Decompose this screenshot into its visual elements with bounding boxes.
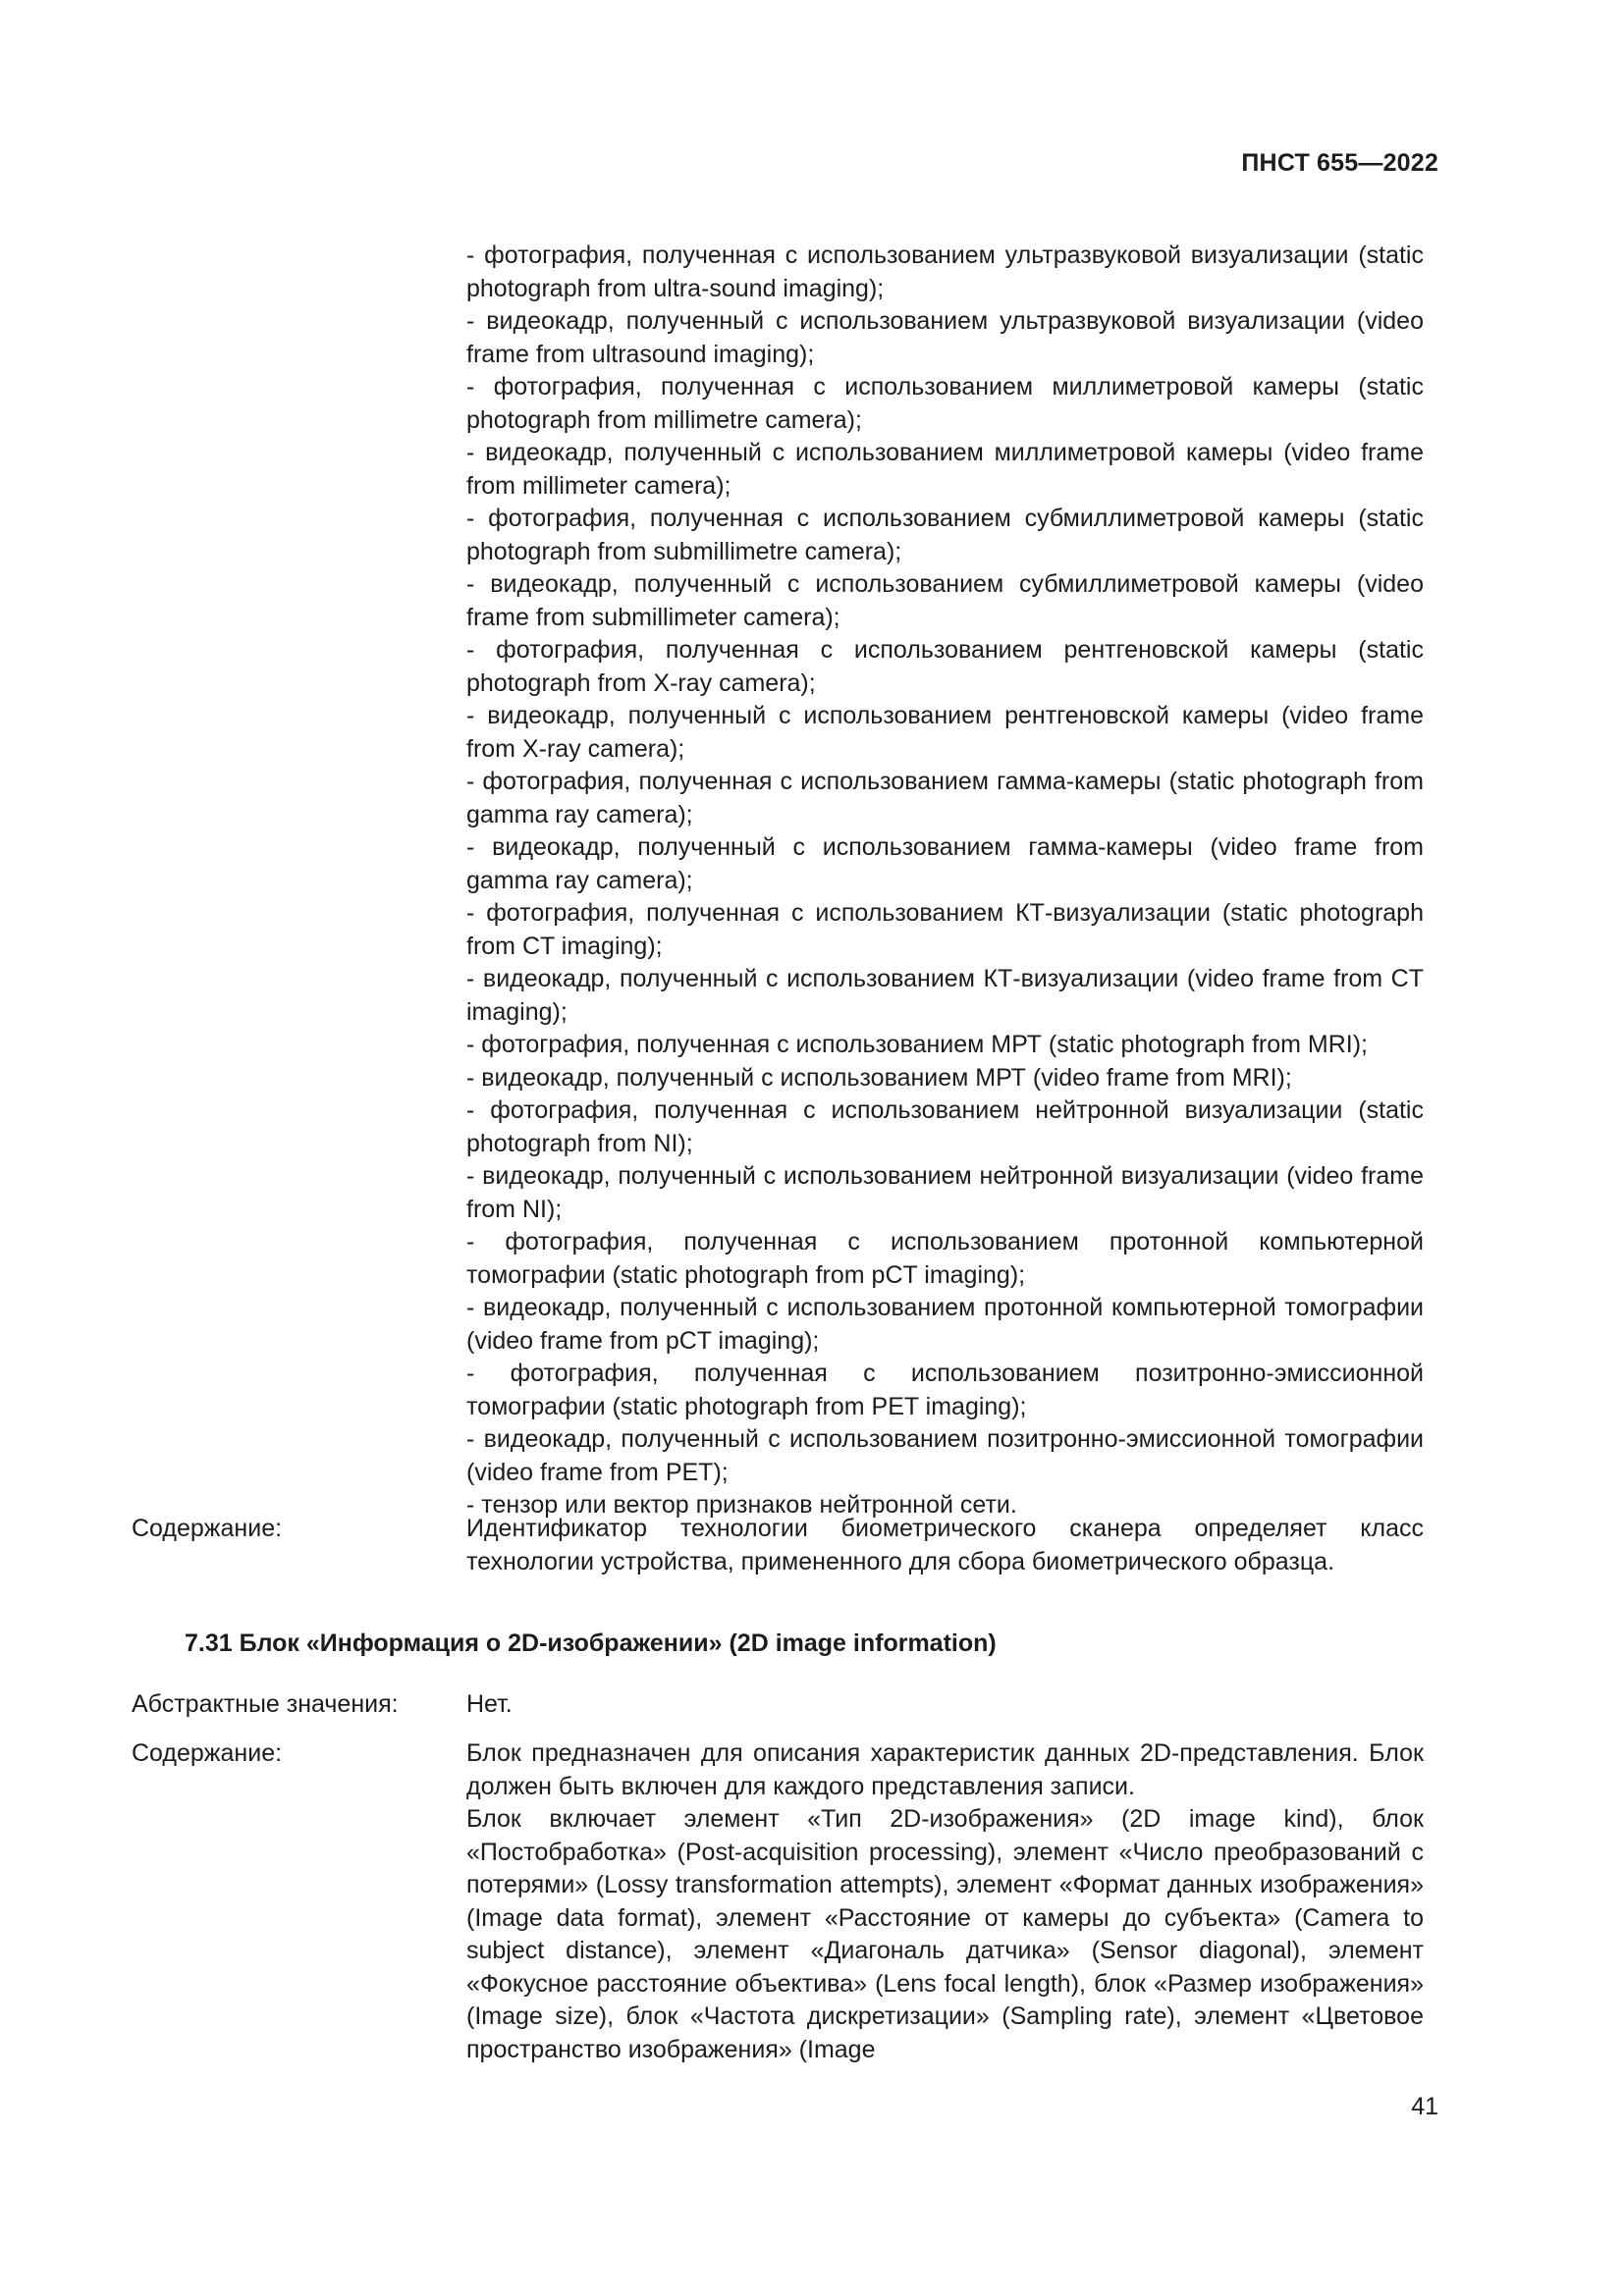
list-item: - фотография, полученная с использованием рентгеновской камеры (static photograph from X-ray camera); bbox=[466, 636, 1424, 697]
list-item: - видеокадр, полученный с использованием миллиметровой камеры (video frame from millimeter camera); bbox=[466, 439, 1424, 500]
list-item: - фотография, полученная с использованием субмиллиметровой камеры (static photograph from submillimetre camera); bbox=[466, 505, 1424, 565]
list-item: - тензор или вектор признаков нейтронной сети. bbox=[466, 1491, 1017, 1519]
list-item: - фотография, полученная с использованием КТ-визуализации (static photograph from CT imaging); bbox=[466, 899, 1424, 960]
content-label: Содержание: bbox=[132, 1515, 283, 1542]
document-code: ПНСТ 655—2022 bbox=[1241, 149, 1438, 177]
list-item: - фотография, полученная с использованием позитронно-эмиссионной томографии (static photograph from PET imaging); bbox=[466, 1360, 1424, 1420]
content-definition-2 bbox=[132, 1737, 1424, 2066]
image-type-list bbox=[466, 240, 1424, 1522]
content-text: Идентификатор технологии биометрического сканера определяет класс технологии устройства, примененного для сбора биометрического образца. bbox=[466, 1515, 1424, 1575]
content-paragraph-1: Блок предназначен для описания характеристик данных 2D-представления. Блок должен быть включен для каждого представления записи. bbox=[466, 1739, 1424, 1800]
list-item: - фотография, полученная с использованием нейтронной визуализации (static photograph from NI); bbox=[466, 1096, 1424, 1157]
list-item: - фотография, полученная с использованием миллиметровой камеры (static photograph from millimetre camera); bbox=[466, 373, 1424, 434]
abstract-values-label: Абстрактные значения: bbox=[132, 1690, 399, 1718]
list-item: - видеокадр, полученный с использованием гамма-камеры (video frame from gamma ray camera); bbox=[466, 833, 1424, 894]
list-item: - видеокадр, полученный с использованием МРТ (video frame from MRI); bbox=[466, 1063, 1292, 1092]
list-item: - видеокадр, полученный с использованием рентгеновской камеры (video frame from X-ray camera); bbox=[466, 702, 1424, 763]
content-definition-1 bbox=[132, 1513, 1424, 1578]
list-item: - фотография, полученная с использованием гамма-камеры (static photograph from gamma ray camera); bbox=[466, 768, 1424, 828]
content-label: Содержание: bbox=[132, 1739, 283, 1767]
abstract-values-value: Нет. bbox=[466, 1690, 513, 1718]
list-item: - видеокадр, полученный с использованием протонной компьютерной томографии (video frame from pCT imaging); bbox=[466, 1294, 1424, 1355]
list-item: - фотография, полученная с использованием протонной компьютерной томографии (static photograph from pCT imaging); bbox=[466, 1228, 1424, 1289]
list-item: - видеокадр, полученный с использованием субмиллиметровой камеры (video frame from submillimeter camera); bbox=[466, 570, 1424, 631]
list-item: - видеокадр, полученный с использованием нейтронной визуализации (video frame from NI); bbox=[466, 1162, 1424, 1223]
list-item: - видеокадр, полученный с использованием позитронно-эмиссионной томографии (video frame from PET); bbox=[466, 1425, 1424, 1486]
page-number: 41 bbox=[1411, 2093, 1438, 2120]
list-item: - видеокадр, полученный с использованием ультразвуковой визуализации (video frame from ultrasound imaging); bbox=[466, 307, 1424, 368]
content-paragraph-2: Блок включает элемент «Тип 2D-изображения» (2D image kind), блок «Постобработка» (Post-acquisition processing), элемент «Число преобразований с потерями» (Lossy transformation attempts), элемент «Формат данных изображения» (Image data format), элемент «Расстояние от камеры до субъекта» (Camera to subject distance), элемент «Диагональ датчика» (Sensor diagonal), элемент «Фокусное расстояние объектива» (Lens focal length), блок «Размер изображения» (Image size), блок «Частота дискретизации» (Sampling rate), элемент «Цветовое пространство изображения» (Image bbox=[466, 1805, 1424, 2063]
section-title: 7.31 Блок «Информация о 2D-изображении» (2D image information) bbox=[185, 1629, 997, 1657]
list-item: - видеокадр, полученный с использованием КТ-визуализации (video frame from CT imaging); bbox=[466, 965, 1424, 1026]
list-item: - фотография, полученная с использованием ультразвуковой визуализации (static photograph from ultra-sound imaging); bbox=[466, 241, 1424, 302]
list-item: - фотография, полученная с использованием МРТ (static photograph from MRI); bbox=[466, 1031, 1368, 1058]
abstract-values-row bbox=[132, 1688, 1424, 1722]
